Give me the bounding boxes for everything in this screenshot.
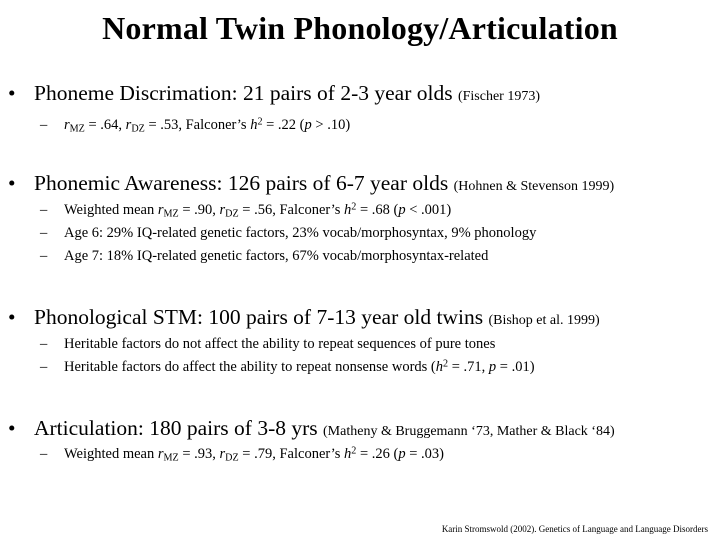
citation: (Hohnen & Stevenson 1999) bbox=[453, 179, 615, 194]
sub-bullet-dash: – bbox=[40, 225, 48, 241]
bullet-dot: • bbox=[8, 81, 16, 105]
citation: (Fischer 1973) bbox=[457, 89, 540, 104]
bullet-text: Articulation: 180 pairs of 3-8 yrs bbox=[34, 416, 318, 440]
bullet-dot: • bbox=[8, 416, 16, 440]
sub-bullet-nonsense-words bbox=[40, 359, 535, 376]
sub-bullet-dash: – bbox=[40, 202, 48, 218]
bullet-phonological-stm bbox=[8, 305, 600, 330]
bullet-articulation bbox=[8, 416, 615, 441]
bullet-text: Phonemic Awareness: 126 pairs of 6-7 year olds bbox=[34, 171, 449, 195]
sub-bullet-pure-tones bbox=[40, 336, 495, 353]
sub-bullet-correlations bbox=[40, 117, 350, 136]
sub-bullet-text: Age 6: 29% IQ-related genetic factors, 23% vocab/morphosyntax, 9% phonology bbox=[64, 225, 537, 241]
sub-bullet-dash: – bbox=[40, 117, 48, 133]
bullet-phoneme-discrimination bbox=[8, 81, 540, 106]
slide-title: Normal Twin Phonology/Articulation bbox=[102, 10, 618, 46]
citation: (Matheny & Bruggemann ‘73, Mather & Black ‘84) bbox=[323, 424, 615, 439]
sub-bullet-dash: – bbox=[40, 446, 48, 462]
sub-bullet-text: Heritable factors do affect the ability to repeat nonsense words ($h^2 = .71$, p = .01) bbox=[64, 358, 535, 375]
sub-bullet-age-7 bbox=[40, 248, 488, 265]
bullet-dot: • bbox=[8, 171, 16, 195]
sub-bullet-text: Heritable factors do not affect the ability to repeat sequences of pure tones bbox=[64, 336, 496, 352]
bullet-dot: • bbox=[8, 305, 16, 329]
sub-bullet-weighted-mean bbox=[40, 202, 451, 221]
citation: (Bishop et al. 1999) bbox=[488, 313, 600, 328]
bullet-text: Phoneme Discrimation: 21 pairs of 2-3 year olds bbox=[34, 81, 453, 105]
footer-citation: Karin Stromswold (2002). Genetics of Language and Language Disorders bbox=[441, 524, 708, 534]
sub-bullet-dash: – bbox=[40, 248, 48, 264]
sub-bullet-dash: – bbox=[40, 336, 48, 352]
sub-bullet-dash: – bbox=[40, 359, 48, 375]
sub-bullet-text: Weighted mean $r_{MZ} = .90$, $r_{DZ} = .56$, Falconer’s $h^2 = .68$ (p < .001) bbox=[64, 201, 452, 220]
sub-bullet-age-6 bbox=[40, 225, 536, 242]
sub-bullet-text: Weighted mean $r_{MZ} = .93$, $r_{DZ} = .79$, Falconer’s $h^2 = .26$ (p = .03) bbox=[64, 445, 445, 464]
bullet-text: Phonological STM: 100 pairs of 7-13 year old twins bbox=[34, 305, 484, 329]
sub-bullet-weighted-mean-articulation bbox=[40, 446, 444, 465]
bullet-phonemic-awareness bbox=[8, 171, 614, 196]
sub-bullet-text: $r_{MZ} = .64$, $r_{DZ} = .53$, Falconer’s $h^2 = .22$ (p > .10) bbox=[64, 116, 351, 135]
sub-bullet-text: Age 7: 18% IQ-related genetic factors, 67% vocab/morphosyntax-related bbox=[64, 248, 489, 264]
